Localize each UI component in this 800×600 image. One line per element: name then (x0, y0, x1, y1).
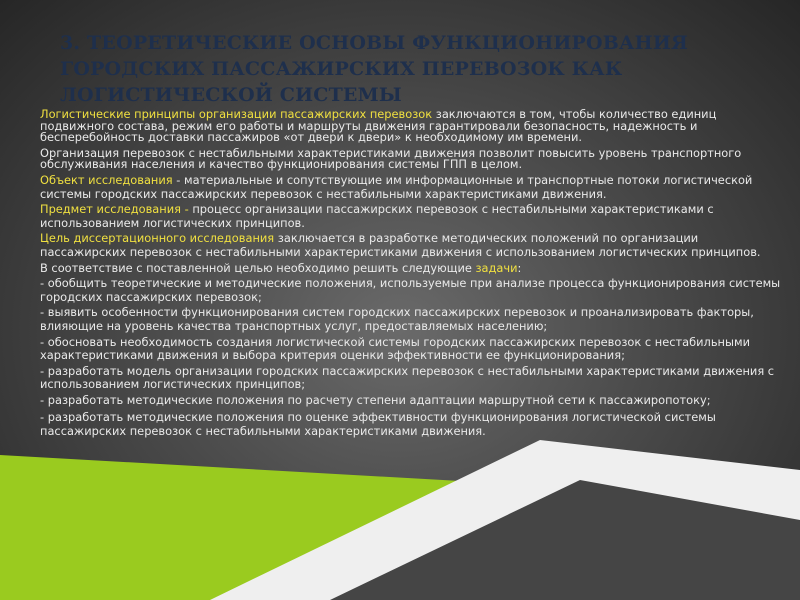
slide-body (40, 109, 785, 442)
paragraph-tasks-intro (40, 260, 785, 275)
paragraph-text: заключается в разработке методических положений по организации пассажирских перевозок с нестабильными характеристиками движения с использованием логистических принципов. (40, 231, 761, 259)
paragraph-text: В соответствие с поставленной целью необходимо решить следующие (40, 260, 476, 275)
task-item (40, 278, 785, 303)
paragraph-text: - материальные и сопутствующие им информационные и транспортные потоки логистической системы городских пассажирских перевозок с нестабильными характеристиками движения. (40, 172, 753, 201)
task-text: - разработать модель организации городских пассажирских перевозок с нестабильными характеристиками движения с использованием логистических принципов; (40, 363, 775, 392)
task-item (40, 392, 785, 409)
highlight-term: Цель диссертационного исследования (40, 231, 275, 246)
task-text: - выявить особенности функционирования систем городских пассажирских перевозок и проанализировать факторы, влияющие на уровень качества транспортных услуг, предоставляемых населению; (40, 305, 754, 333)
highlight-term: Логистические принципы организации пассажирских перевозок (40, 107, 433, 121)
highlight-term: задачи (475, 260, 518, 275)
paragraph-text: : (517, 260, 522, 275)
task-item (40, 334, 785, 363)
paragraph-organization: Организация перевозок с нестабильными характеристиками движения позволит повысить уровень транспортного обслуживания населения и качество функционирования системы ГПП в целом. (40, 145, 742, 172)
task-text: - обосновать необходимость создания логистической системы городских пассажирских перевозок с нестабильными характеристиками движения и выбора критерия оценки эффективности ее функционирования; (40, 334, 750, 363)
task-item (40, 412, 785, 437)
task-text: - обобщить теоретические и методические положения, используемые при анализе процесса функционирования системы городских пассажирских перевозок; (40, 276, 781, 304)
slide-title: 3. ТЕОРЕТИЧЕСКИЕ ОСНОВЫ ФУНКЦИОНИРОВАНИЯ ГОРОДСКИХ ПАССАЖИРСКИХ ПЕРЕВОЗОК КАК ЛОГИСТИЧЕСКОЙ СИСТЕМЫ (60, 32, 688, 106)
task-text: - разработать методические положения по расчету степени адаптации маршрутной сети к пассажиропотоку; (40, 392, 711, 407)
task-item (40, 363, 785, 392)
highlight-term: Предмет исследования - (40, 202, 189, 217)
paragraph-text: процесс организации пассажирских перевозок с нестабильными характеристиками с использованием логистических принципов. (40, 202, 714, 230)
paragraph-subject (40, 204, 785, 229)
task-text: - разработать методические положения по оценке эффективности функционирования логистической системы пассажирских перевозок с нестабильными характеристиками движения. (40, 410, 716, 439)
paragraph-goal (40, 233, 785, 258)
paragraph-text: заключаются в том, чтобы количество единиц подвижного состава, режим его работы и маршруты движения гарантировали безопасность, надежность и бесперебойность доставки пассажиров «от двери к двери» к необходимому им времени. (40, 107, 717, 145)
task-item (40, 307, 785, 332)
highlight-term: Объект исследования (40, 172, 173, 187)
paragraph-logistic-principles (40, 109, 785, 144)
paragraph-object (40, 172, 785, 201)
